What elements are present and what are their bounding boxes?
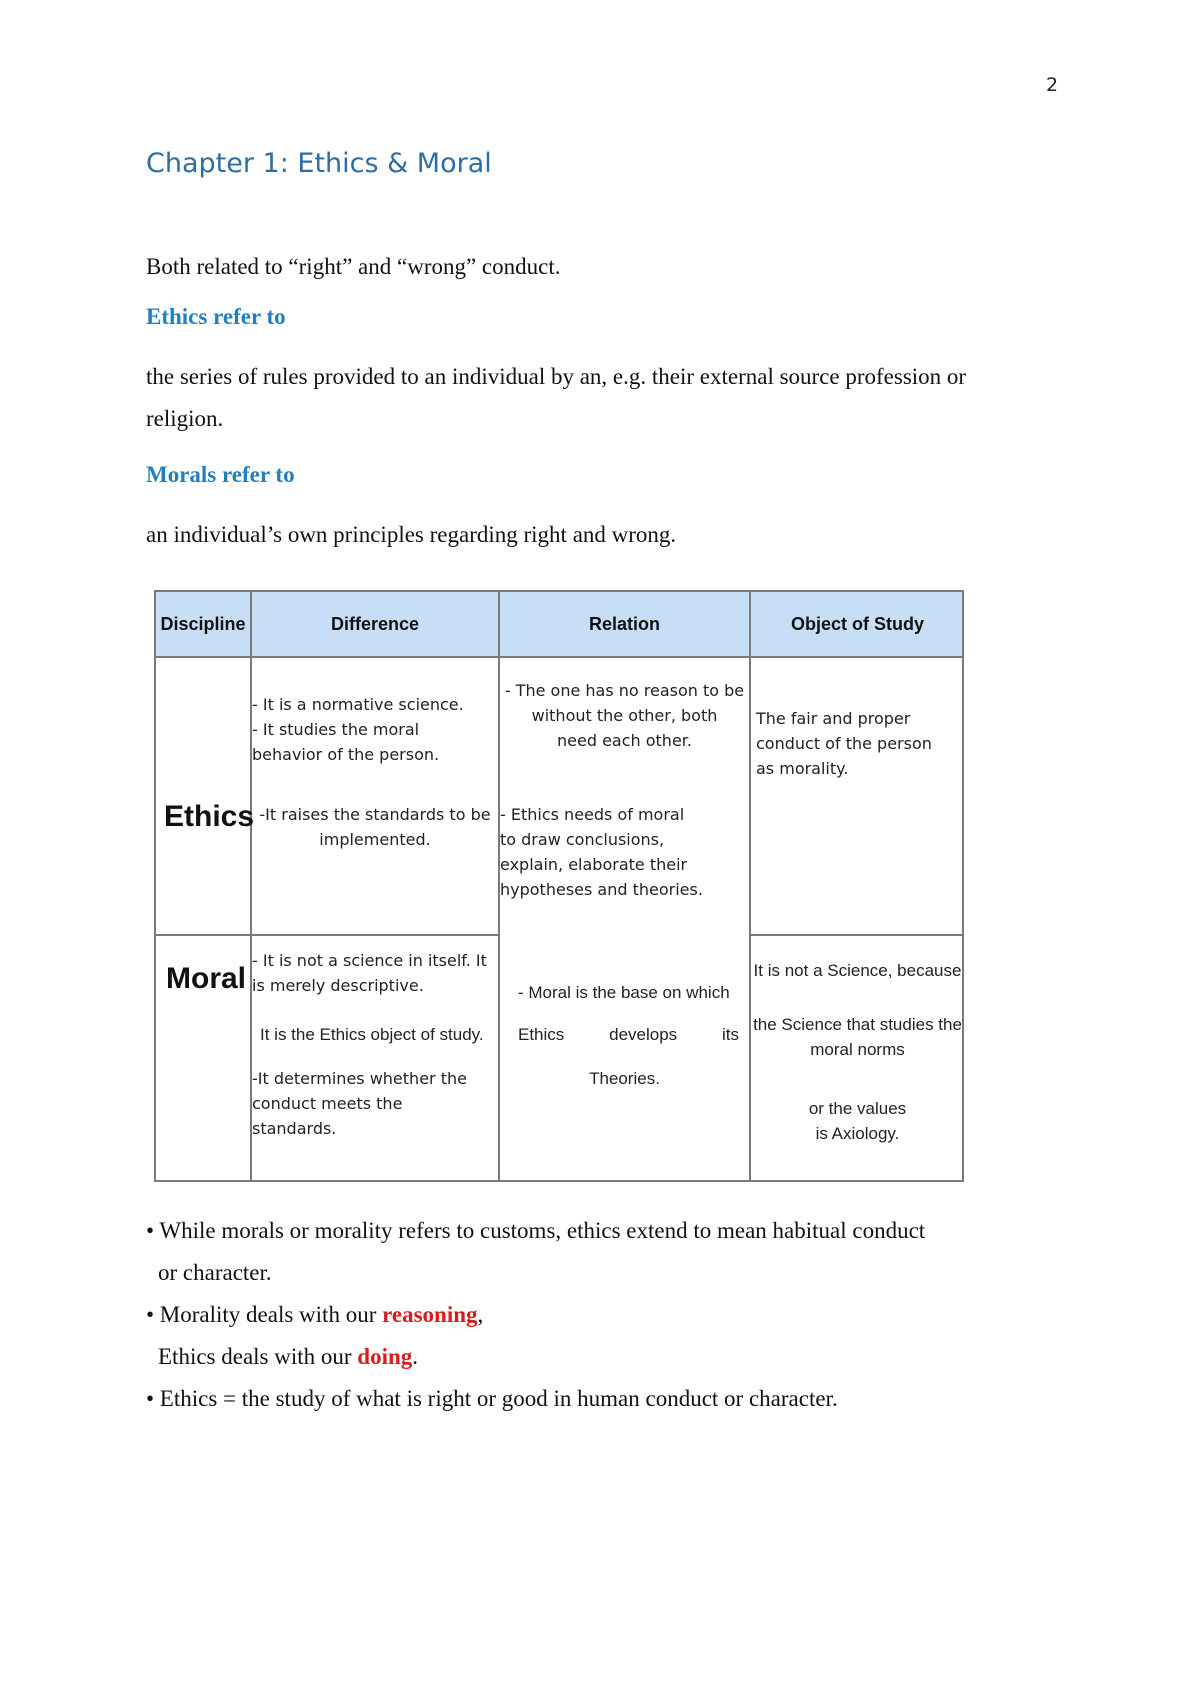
moral-relation: - Moral is the base on which — [518, 983, 730, 1002]
summary-bullets — [146, 1210, 1046, 1420]
emphasis-doing: doing — [357, 1344, 413, 1369]
moral-object-axiology: or the values is Axiology. — [808, 1099, 907, 1143]
header-object-of-study: Object of Study — [790, 613, 924, 634]
row-divider — [749, 934, 964, 936]
row-label-ethics: Ethics — [164, 800, 255, 833]
ethics-object-of-study: The fair and proper conduct of the person as morality. — [756, 709, 932, 778]
chapter-title: Chapter 1: Ethics & Moral — [146, 148, 492, 179]
header-difference: Difference — [330, 613, 420, 634]
ethics-definition-line: the series of rules provided to an individual by an, e.g. their external source profession or — [146, 364, 967, 389]
moral-object-science: It is not a Science, because — [753, 961, 962, 980]
bullet-item-continuation: Ethics deals with our doing. — [158, 1344, 419, 1369]
moral-difference-object: It is the Ethics object of study. — [260, 1025, 484, 1044]
column-divider — [749, 592, 751, 1180]
intro-text: Both related to “right” and “wrong” conduct. — [146, 254, 561, 279]
bullet-item: • Morality deals with our reasoning, — [146, 1302, 484, 1327]
moral-difference-standards: -It determines whether the conduct meets the standards. — [252, 1069, 467, 1138]
moral-relation-develops: Ethics develops its — [518, 1025, 739, 1044]
moral-relation-theories: Theories. — [589, 1069, 660, 1088]
ethics-relation-conclusions: - Ethics needs of moral to draw conclusions, explain, elaborate their hypotheses and theories. — [500, 805, 703, 899]
bullet-item: • Ethics = the study of what is right or good in human conduct or character. — [146, 1386, 838, 1411]
ethics-relation: - The one has no reason to be without the other, both need each other. — [504, 681, 745, 750]
bullet-item-continuation: or character. — [158, 1260, 272, 1285]
ethics-difference: - It is a normative science. - It studies the moral behavior of the person. — [252, 695, 464, 764]
ethics-definition — [146, 356, 1046, 440]
header-discipline: Discipline — [160, 613, 246, 634]
emphasis-reasoning: reasoning — [382, 1302, 478, 1327]
moral-difference: - It is not a science in itself. It is merely descriptive. — [252, 951, 487, 995]
moral-object-norms: the Science that studies the moral norms — [753, 1015, 962, 1059]
morals-definition: an individual’s own principles regarding right and wrong. — [146, 522, 677, 547]
ethics-definition-line: religion. — [146, 406, 224, 431]
morals-heading: Morals refer to — [146, 462, 295, 487]
ethics-difference-standards: -It raises the standards to be implemented. — [259, 805, 491, 849]
ethics-heading: Ethics refer to — [146, 304, 286, 329]
row-divider — [156, 934, 500, 936]
bullet-item: • While morals or morality refers to customs, ethics extend to mean habitual conduct — [146, 1218, 926, 1243]
row-label-moral: Moral — [166, 962, 247, 995]
header-relation: Relation — [588, 613, 660, 634]
page-number: 2 — [1046, 74, 1059, 96]
comparison-table — [154, 590, 964, 1182]
